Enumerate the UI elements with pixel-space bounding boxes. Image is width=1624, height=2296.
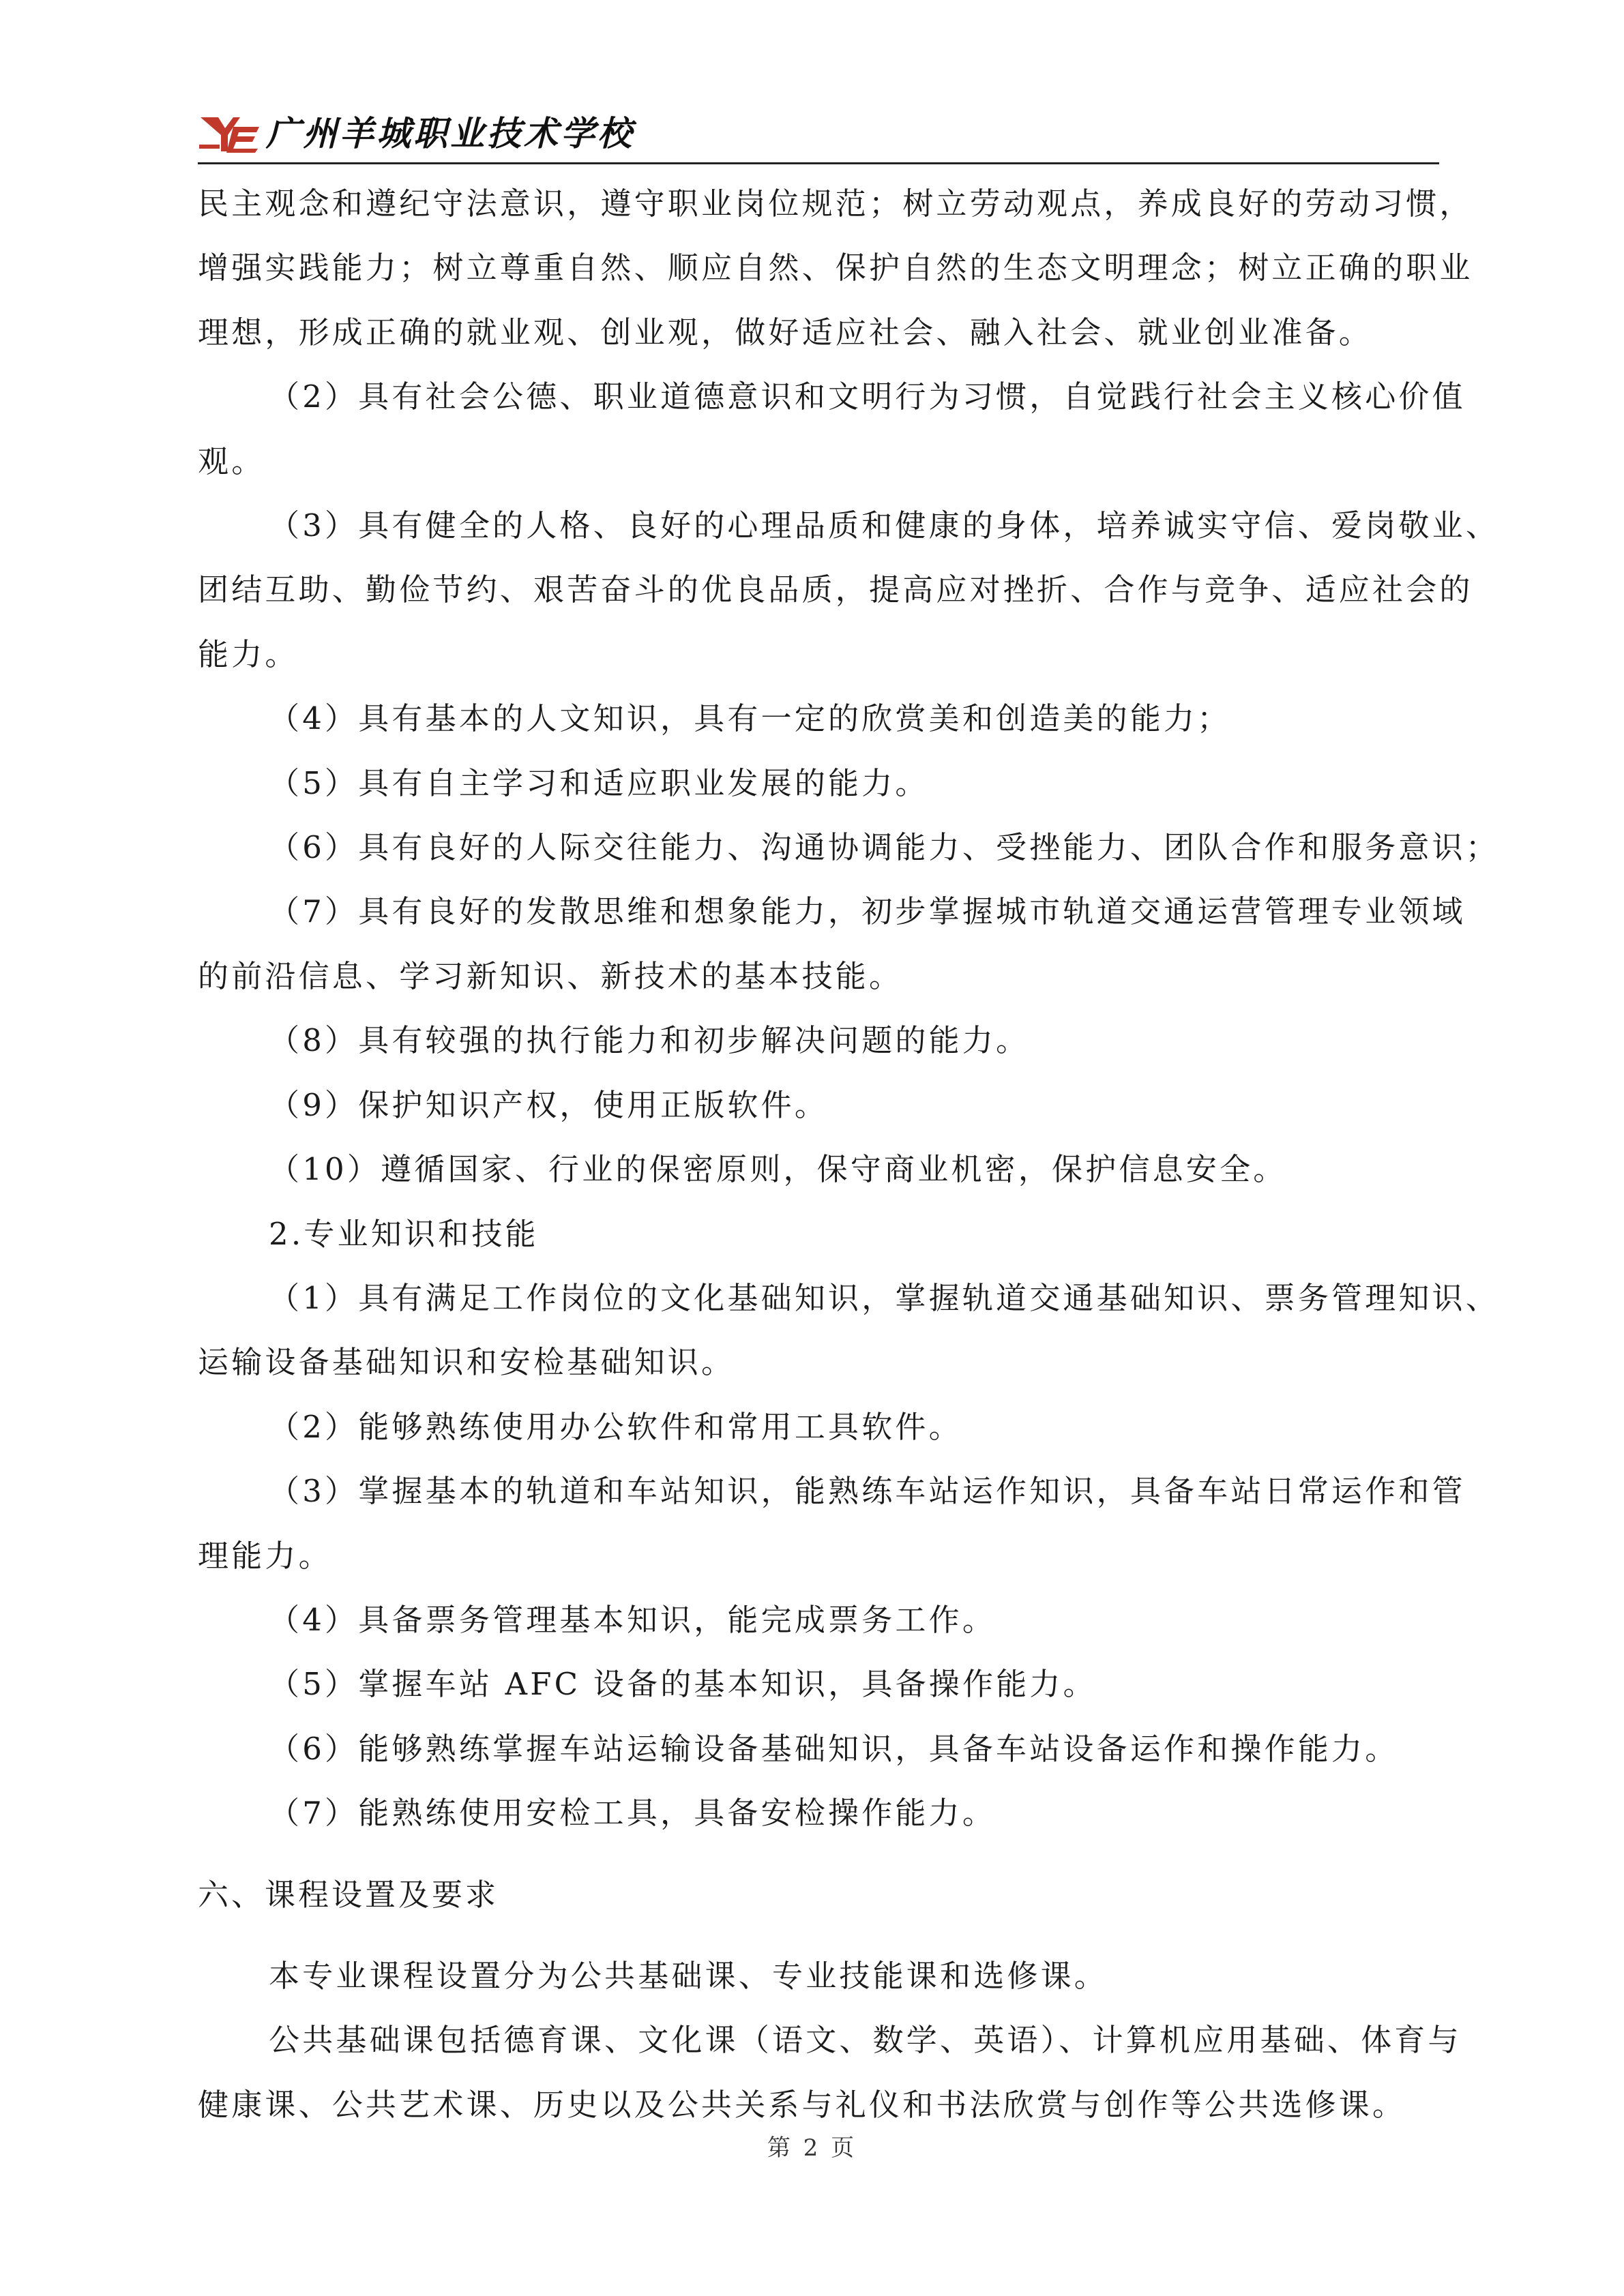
text-line: 理想，形成正确的就业观、创业观，做好适应社会、融入社会、就业创业准备。 [198,314,1373,351]
spacer [198,1846,1439,1863]
school-name: 广州羊城职业技术学校 [266,114,634,153]
text-line: （6）具有良好的人际交往能力、沟通协调能力、受挫能力、团队合作和服务意识； [269,829,1500,866]
text-line: 团结互助、勤俭节约、艰苦奋斗的优良品质，提高应对挫折、合作与竞争、适应社会的 [198,571,1473,608]
text-line: 的前沿信息、学习新知识、新技术的基本技能。 [198,957,903,994]
text-line: 观。 [198,443,265,479]
text-line: （2）具有社会公德、职业道德意识和文明行为习惯，自觉践行社会主义核心价值 [269,378,1466,415]
text-line: 运输设备基础知识和安检基础知识。 [198,1344,735,1381]
text-line: （4）具备票务管理基本知识，能完成票务工作。 [269,1601,996,1638]
text-line: （7）能熟练使用安检工具，具备安检操作能力。 [269,1795,996,1832]
subsection-heading: 2.专业知识和技能 [269,1215,539,1252]
text-line: 能力。 [198,636,299,672]
text-line: （5）掌握车站 AFC 设备的基本知识，具备操作能力。 [269,1666,1097,1703]
text-line: （9）保护知识产权，使用正版软件。 [269,1086,829,1123]
text-line: （7）具有良好的发散思维和想象能力，初步掌握城市轨道交通运营管理专业领域 [269,893,1466,930]
spacer [198,1927,1439,1944]
text-line: （2）能够熟练使用办公软件和常用工具软件。 [269,1408,962,1445]
text-line: 增强实践能力；树立尊重自然、顺应自然、保护自然的生态文明理念；树立正确的职业 [198,250,1473,286]
text-line: 理能力。 [198,1537,332,1574]
text-line: （10）遵循国家、行业的保密原则，保守商业机密，保护信息安全。 [269,1151,1287,1188]
document-body [198,172,1500,2137]
text-line: （3）掌握基本的轨道和车站知识，能熟练车站运作知识，具备车站日常运作和管 [269,1473,1466,1510]
header-divider [198,162,1439,164]
text-line: 民主观念和遵纪守法意识，遵守职业岗位规范；树立劳动观点，养成良好的劳动习惯， [198,185,1473,222]
page-number: 第 2 页 [767,2134,857,2162]
text-line: （4）具有基本的人文知识，具有一定的欣赏美和创造美的能力； [269,700,1231,737]
text-line: 健康课、公共艺术课、历史以及公共关系与礼仪和书法欣赏与创作等公共选修课。 [198,2086,1406,2123]
page-header [198,108,1439,164]
text-line: （6）能够熟练掌握车站运输设备基础知识，具备车站设备运作和操作能力。 [269,1730,1399,1767]
text-line: （8）具有较强的执行能力和初步解决问题的能力。 [269,1022,1030,1059]
text-line: （1）具有满足工作岗位的文化基础知识，掌握轨道交通基础知识、票务管理知识、 [269,1279,1500,1316]
text-line: 本专业课程设置分为公共基础课、专业技能课和选修课。 [269,1957,1108,1994]
text-line: （3）具有健全的人格、良好的心理品质和健康的身体，培养诚实守信、爱岗敬业、 [269,507,1500,544]
section-heading: 六、课程设置及要求 [198,1876,499,1913]
school-logo-icon [198,113,261,154]
text-line: （5）具有自主学习和适应职业发展的能力。 [269,764,929,801]
text-line: 公共基础课包括德育课、文化课（语文、数学、英语）、计算机应用基础、体育与 [269,2022,1462,2059]
